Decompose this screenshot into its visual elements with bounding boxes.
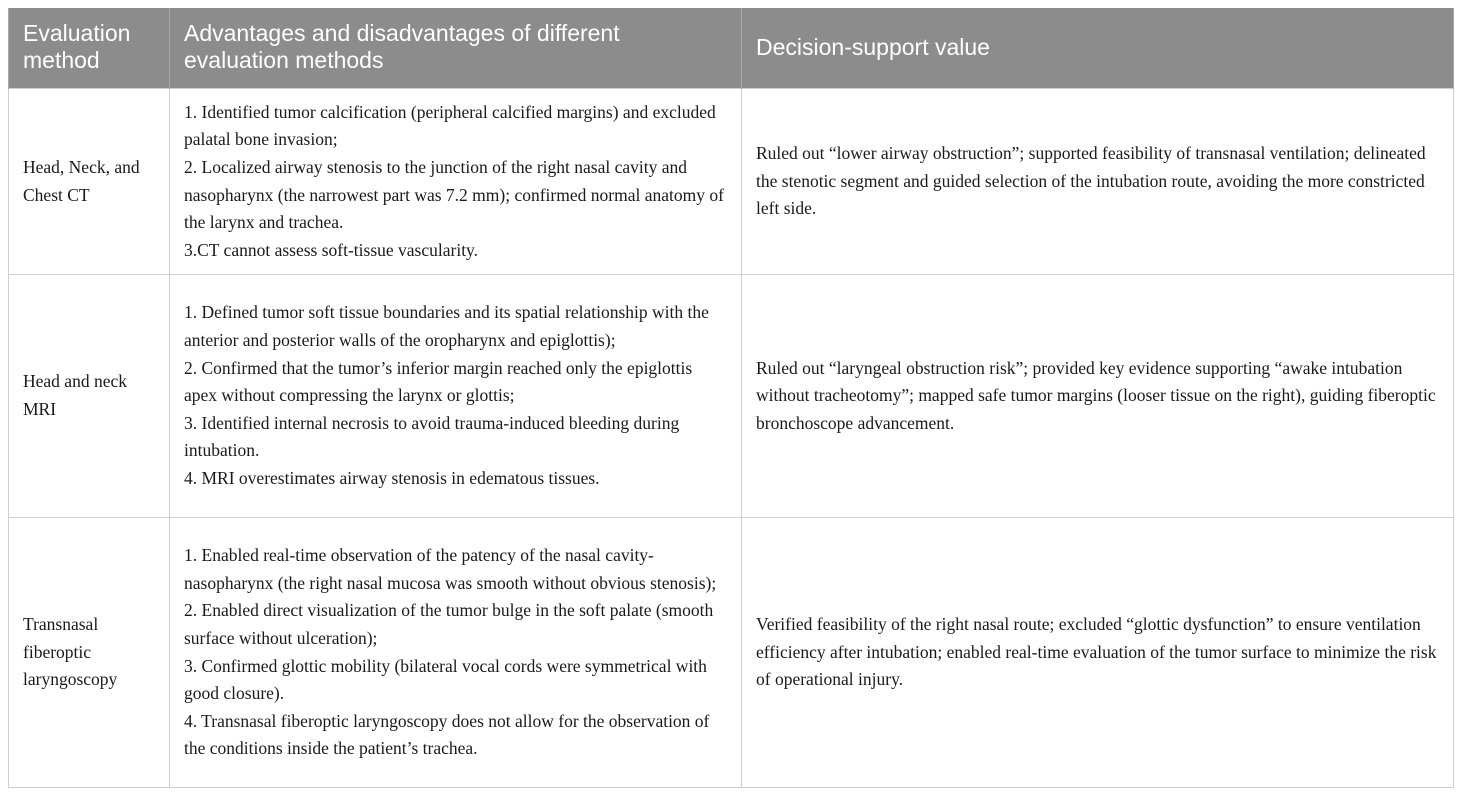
header-advantages-disadvantages: Advantages and disadvantages of different evaluation methods — [170, 8, 742, 89]
table-row-mri — [9, 275, 1454, 518]
advantage-point: 1. Defined tumor soft tissue boundaries and its spatial relationship with the anterior and posterior walls of the oropharynx and epiglottis); — [184, 302, 709, 351]
method-cell: Transnasal fiberoptic laryngoscopy — [9, 518, 170, 788]
decision-value-cell: Verified feasibility of the right nasal route; excluded “glottic dysfunction” to ensure ventilation efficiency after intubation; enabled real-time evaluation of the tumor surface to minimize the risk of operational injury. — [742, 518, 1454, 788]
advantage-point: 4. Transnasal fiberoptic laryngoscopy does not allow for the observation of the conditions inside the patient’s trachea. — [184, 710, 710, 759]
advantages-cell — [170, 89, 742, 275]
advantages-cell — [170, 518, 742, 788]
advantages-cell — [170, 275, 742, 518]
advantage-point: 3. Identified internal necrosis to avoid trauma-induced bleeding during intubation. — [184, 412, 680, 461]
advantage-point: 1. Identified tumor calcification (peripheral calcified margins) and excluded palatal bone invasion; — [184, 101, 716, 150]
table-row-laryngoscopy — [9, 518, 1454, 788]
advantage-point: 4. MRI overestimates airway stenosis in edematous tissues. — [184, 467, 600, 488]
table-row-ct — [9, 89, 1454, 275]
decision-value-cell: Ruled out “laryngeal obstruction risk”; provided key evidence supporting “awake intubation without tracheotomy”; mapped safe tumor margins (looser tissue on the right), guiding fiberoptic bronchoscope advancement. — [742, 275, 1454, 518]
advantage-point: 3.CT cannot assess soft-tissue vascularity. — [184, 239, 479, 260]
advantage-point: 1. Enabled real-time observation of the patency of the nasal cavity-nasopharynx (the right nasal mucosa was smooth without obvious stenosis); — [184, 545, 717, 593]
table-header — [9, 8, 1454, 89]
advantage-point: 3. Confirmed glottic mobility (bilateral vocal cords were symmetrical with good closure). — [184, 655, 707, 704]
advantage-point: 2. Enabled direct visualization of the tumor bulge in the soft palate (smooth surface without ulceration); — [184, 600, 714, 648]
evaluation-methods-table — [8, 8, 1454, 788]
table-body — [9, 89, 1454, 788]
header-decision-support-value: Decision-support value — [742, 8, 1454, 89]
advantage-point: 2. Confirmed that the tumor’s inferior margin reached only the epiglottis apex without compressing the larynx or glottis; — [184, 357, 693, 406]
decision-value-cell: Ruled out “lower airway obstruction”; supported feasibility of transnasal ventilation; delineated the stenotic segment and guided selection of the intubation route, avoiding the more constricted left side. — [742, 89, 1454, 275]
header-evaluation-method: Evaluation method — [9, 8, 170, 89]
advantage-point: 2. Localized airway stenosis to the junction of the right nasal cavity and nasopharynx (the narrowest part was 7.2 mm); confirmed normal anatomy of the larynx and trachea. — [184, 156, 724, 233]
evaluation-methods-table-wrapper — [8, 8, 1453, 788]
header-row — [9, 8, 1454, 89]
method-cell: Head, Neck, and Chest CT — [9, 89, 170, 275]
method-cell: Head and neck MRI — [9, 275, 170, 518]
